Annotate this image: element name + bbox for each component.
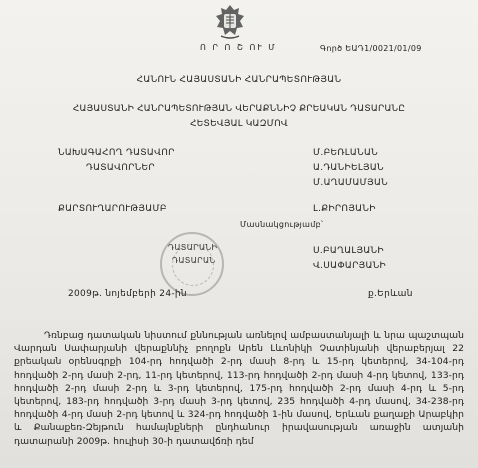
- judge-name: Մ.ԱՂԱՄԱՄՅԱՆ: [313, 178, 389, 188]
- judges-label: ԴԱՏԱՎՈՐՆԵՐ: [86, 163, 155, 173]
- decision-place: ք.Երևան: [368, 289, 413, 299]
- judge-name: Ա.ԴԱՆԻԵԼՅԱՆ: [313, 163, 384, 173]
- secretary-label: ՔԱՐՏՈՒՂԱՐՈՒԹՅԱՄԲ: [58, 204, 167, 214]
- decision-body-paragraph: Դռնբաց դատական նիստում քննության առնելով ամբաստանյալի և նրա պաշտպան Վարդան Սափարյանի վերաքննիչ բողոքն Արեն Լևոնիկի Չատինյանի վերաբերյալ 22 քրեական օրենսգրքի 104-րդ հոդվածի 2-րդ մասի 8-րդ և 15-րդ կետերով, 34-104-րդ հոդվածի 2-րդ մասի 2-րդ, 11-րդ կետերով, 113-րդ հոդվածի 2-րդ մասի 4-րդ կետով, 133-րդ հոդվածի 2-րդ մասի 2-րդ և 3-րդ կետերով, 175-րդ հոդվածի 2-րդ մասի 4-րդ և 5-րդ կետերով, 183-րդ հոդվածի 3-րդ մասի 3-րդ կետով, 235 հոդվածի 4-րդ մասով, 34-238-րդ հոդվածի 4-րդ մասի 2-րդ կետով և 324-րդ հոդվածի 1-ին մասով, Երևան քաղաքի Արաբկիր և Քանաքեռ-Զեյթուն համայնքների ընդհանուր իրավասության առաջին ատյանի դատարանի 2009թ. հուլիսի 30-ի դատավճռի դեմ: [14, 330, 464, 447]
- seal-text: ԴԱՏԱՐԱՆԻ: [168, 243, 218, 252]
- seal-text: ԴԱՏԱՐԱՆ: [172, 256, 216, 265]
- presiding-judge-label: ՆԱԽԱԳԱՀՈՂ ԴԱՏԱՎՈՐ: [58, 148, 175, 158]
- case-number: Գործ ԵԱԴ1/0021/01/09: [320, 44, 422, 53]
- decision-date: 2009թ. նոյեմբերի 24-ին: [68, 289, 187, 299]
- participant-name: Վ.ՍԱՓԱՐՅԱՆԻ: [313, 261, 387, 271]
- republic-heading: ՀԱՆՈՒՆ ՀԱՅԱՍՏԱՆԻ ՀԱՆՐԱՊԵՏՈՒԹՅԱՆ: [136, 75, 342, 85]
- participation-label: Մասնակցությամբ՝: [240, 220, 324, 229]
- presiding-judge-name: Մ.ԲԵՌԼԱՆԱՆ: [313, 148, 378, 158]
- secretary-name: Լ.ՔԻՐՈՅԱՆԻ: [313, 204, 376, 214]
- coat-of-arms-icon: [210, 2, 250, 42]
- court-composition-heading: ՀԵՏԵՎՅԱԼ ԿԱԶՄՈՎ: [190, 119, 288, 129]
- participant-name: Ս.ԲԱՂԱԼՅԱՆԻ: [313, 246, 384, 256]
- document-title: Ո Ր Ո Շ ՈՒ Մ: [200, 43, 277, 52]
- court-heading: ՀԱՅԱՍՏԱՆԻ ՀԱՆՐԱՊԵՏՈՒԹՅԱՆ ՎԵՐԱՔՆՆԻՉ ՔՐԵԱԿԱՆ ԴԱՏԱՐԱՆԸ: [72, 104, 406, 114]
